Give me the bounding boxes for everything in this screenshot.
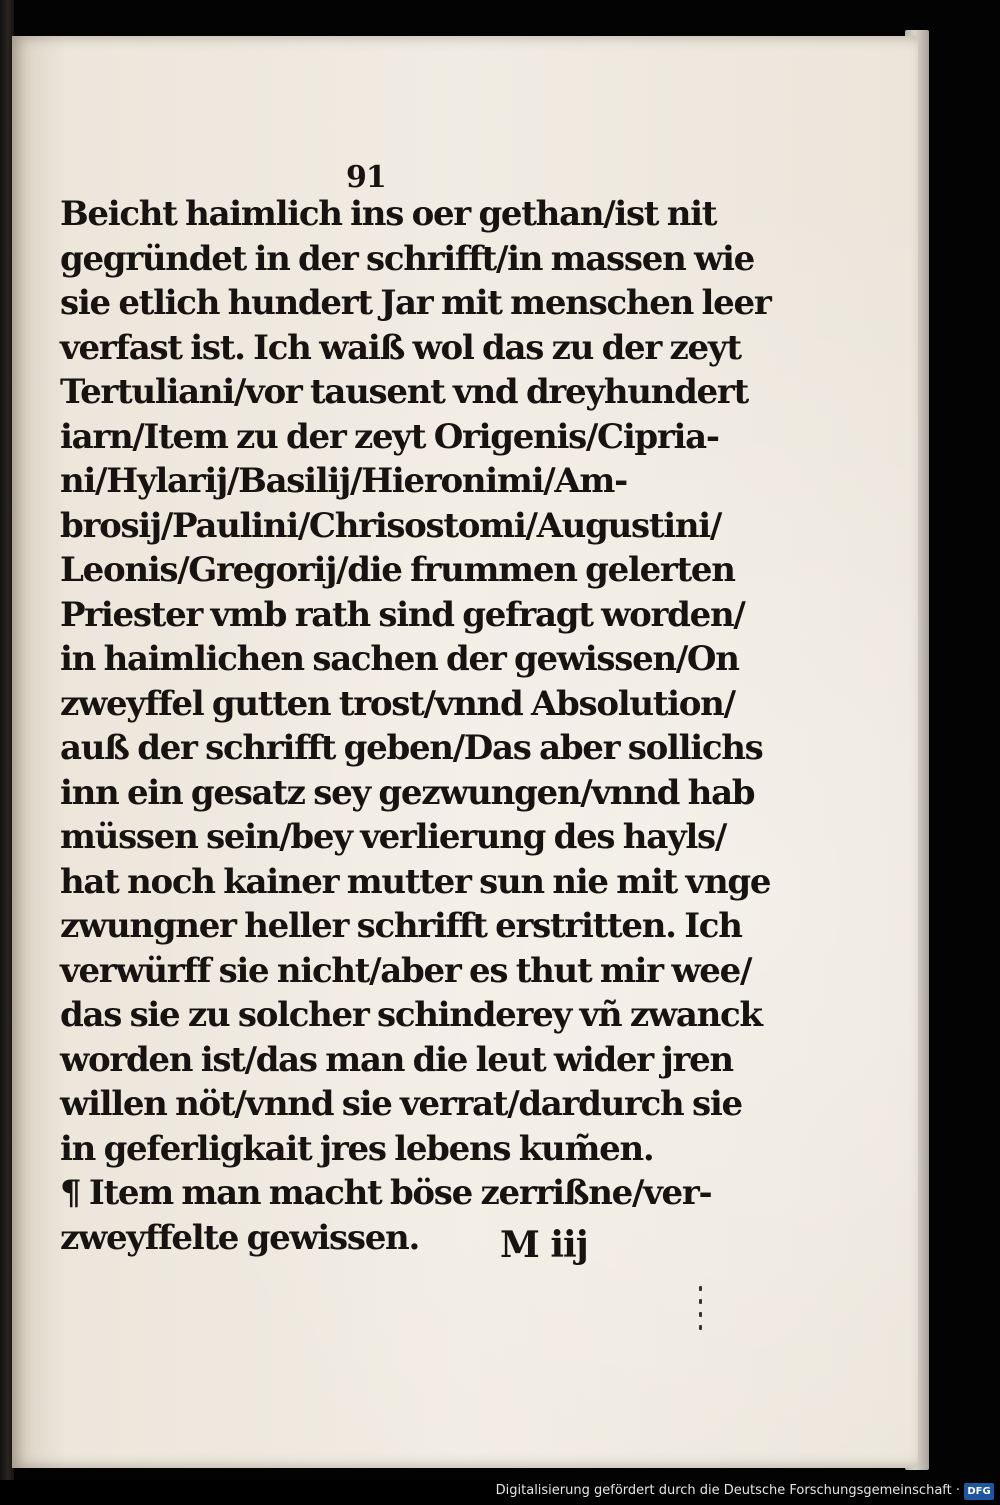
signature-mark: M iij: [500, 1224, 588, 1266]
text-line: iarn/Item zu der zeyt Origenis/Cipria-: [60, 416, 719, 457]
text-line: hat noch kainer mutter sun nie mit vnge: [60, 861, 771, 902]
text-line: verfast ist. Ich waiß wol das zu der zeyt: [60, 327, 741, 368]
text-line: inn ein gesatz sey gezwungen/vnnd hab: [60, 772, 755, 813]
text-line: ni/Hylarij/Basilij/Hieronimi/Am-: [60, 461, 627, 501]
binding-thread-marks: [696, 1286, 704, 1346]
footer-bar: [0, 1480, 1000, 1505]
text-block: [60, 192, 771, 1260]
page-number: 91: [346, 160, 386, 195]
text-line: worden ist/das man die leut wider jren: [60, 1039, 733, 1080]
text-line: brosij/Paulini/Chrisostomi/Augustini/: [60, 505, 722, 546]
text-line: gegründet in der schrifft/in massen wie: [60, 238, 754, 279]
text-line: in haimlichen sachen der gewissen/On: [60, 639, 739, 679]
text-line: auß der schrifft geben/Das aber sollichs: [60, 728, 763, 768]
text-line: zweyffel gutten trost/vnnd Absolution/: [60, 683, 735, 724]
book-page: [12, 36, 918, 1468]
text-line: zwungner heller schrifft erstritten. Ich: [60, 906, 742, 946]
text-line: willen nöt/vnnd sie verrat/dardurch sie: [60, 1084, 742, 1124]
thread-mark: [699, 1299, 702, 1304]
text-line: in geferligkait jres lebens kum̃en.: [60, 1128, 654, 1169]
text-line: Priester vmb rath sind gefragt worden/: [60, 594, 745, 635]
text-line: Leonis/Gregorij/die frummen gelerten: [60, 550, 735, 590]
text-line: ¶ Item man macht böse zerrißne/ver-: [60, 1173, 712, 1213]
funding-credit: Digitalisierung gefördert durch die Deutsche Forschungsgemeinschaft ·: [495, 1483, 960, 1498]
text-line: verwürff sie nicht/aber es thut mir wee/: [60, 950, 752, 991]
text-line: zweyffelte gewissen.: [60, 1217, 419, 1258]
text-line: Tertuliani/vor tausent vnd dreyhundert: [60, 372, 748, 412]
text-line: müssen sein/bey verlierung des hayls/: [60, 817, 726, 857]
text-line: sie etlich hundert Jar mit menschen leer: [60, 283, 771, 323]
thread-mark: [699, 1286, 702, 1291]
text-line: das sie zu solcher schinderey vñ zwanck: [60, 995, 762, 1035]
thread-mark: [699, 1325, 702, 1330]
text-line: Beicht haimlich ins oer gethan/ist nit: [60, 194, 717, 234]
thread-mark: [699, 1312, 702, 1317]
dfg-logo: DFG: [964, 1483, 994, 1500]
